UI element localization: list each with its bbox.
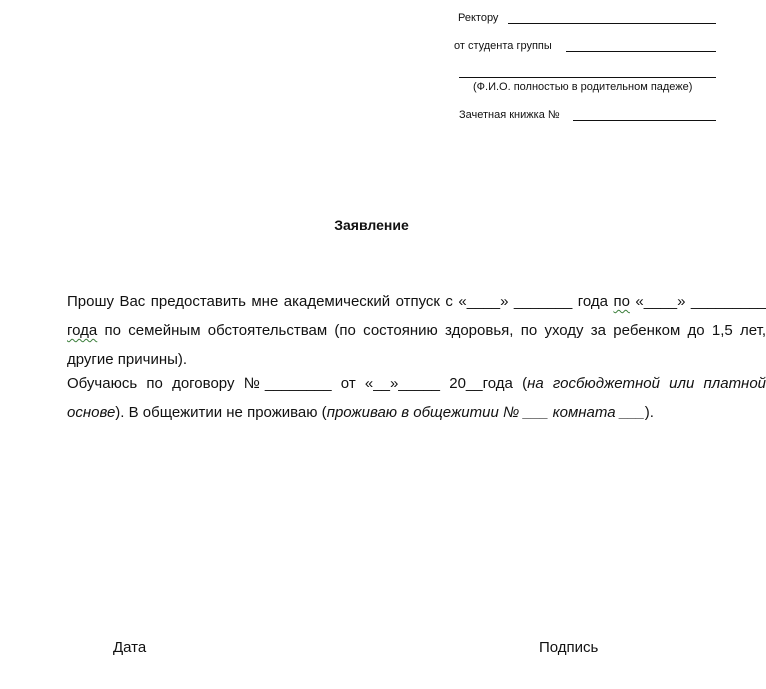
signature-label: Подпись [539,639,599,656]
record-book-fill-line [573,120,716,121]
para2-text-a: Обучаюсь по договору №________ от «__»_____ 20__года ( [67,375,528,392]
para1-text-po: по [613,293,630,310]
para1-text-c: по семейным обстоятельствам (по состоянию здоровья, по уходу за ребенком до 1,5 лет, другие причины). [67,322,766,368]
para1-text-goda: года [67,322,98,339]
para2-funding-note: на госбюджетной или платной основе [67,375,766,421]
para1-text-b: «____» _________ [629,293,766,310]
fio-fill-line [459,77,716,78]
from-student-group-label: от студента группы [454,40,552,52]
rector-fill-line [508,23,716,24]
fio-note: (Ф.И.О. полностью в родительном падеже) [473,81,693,93]
record-book-label: Зачетная книжка № [459,109,560,121]
document-title: Заявление [334,217,409,233]
para2-text-e: ). [644,404,654,421]
rector-label: Ректору [458,12,499,24]
date-label: Дата [113,639,147,656]
para2-dormitory-note: проживаю в общежитии № ___ комната ___ [326,404,645,421]
contract-paragraph [20,369,766,427]
student-group-fill-line [566,51,716,52]
leave-request-paragraph [20,287,766,374]
para1-text-a: Прошу Вас предоставить мне академический отпуск с «____» _______ года [67,293,614,310]
para2-text-c: ). В общежитии не проживаю ( [115,404,327,421]
